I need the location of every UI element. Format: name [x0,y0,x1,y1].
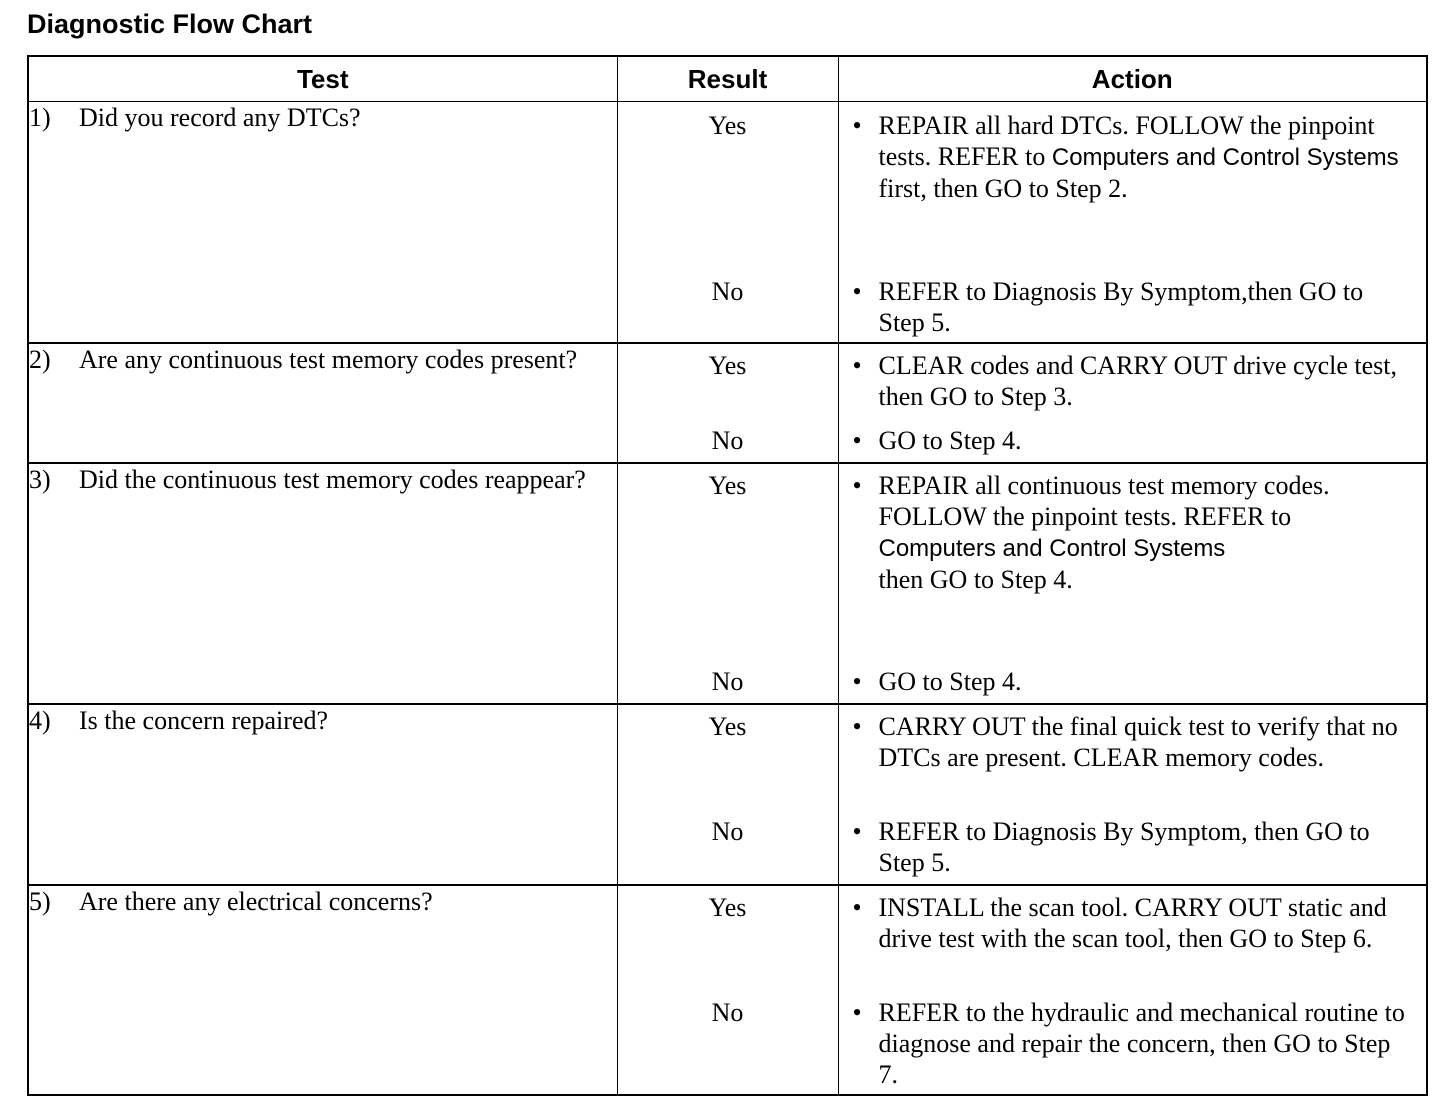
action-text: CARRY OUT the final quick test to verify that no DTCs are present. CLEAR memory codes. [878,711,1398,772]
header-row [28,56,1427,102]
table-row [28,885,1427,1095]
test-cell [28,704,617,885]
action-text: REFER to Diagnosis By Symptom,then GO to Step 5. [878,277,1364,337]
action-cell [838,463,1427,704]
header-test: Test [28,56,617,102]
action-text: GO to Step 4. [878,425,1022,455]
table-row [28,704,1427,885]
action-yes [853,350,1411,412]
action-cell [838,885,1427,1095]
table-row [28,343,1427,463]
action-text: then GO to Step 4. [878,564,1073,594]
test-question: Are there any electrical concerns? [79,886,433,916]
bullet-icon: • [852,711,862,741]
test-question: Is the concern repaired? [79,705,329,735]
action-no [853,666,1411,697]
bullet-icon: • [852,997,862,1027]
test-cell [28,102,617,343]
reference-text: Computers and Control Systems [1051,144,1399,171]
result-yes: Yes [708,111,747,140]
action-yes [853,711,1411,773]
test-cell [28,885,617,1095]
diagnostic-table [27,55,1428,1096]
result-no: No [711,277,744,306]
action-no [853,425,1411,456]
action-text: REFER to the hydraulic and mechanical routine to diagnose and repair the concern, then GO to Step 7. [878,997,1405,1089]
bullet-icon: • [852,470,862,500]
action-text: first, then GO to Step 2. [878,174,1128,203]
result-cell [617,102,838,343]
step-number: 2) [29,344,51,374]
header-result: Result [617,56,838,102]
result-no: No [711,816,744,846]
header-action: Action [838,56,1427,102]
result-no: No [711,425,744,455]
result-no: No [711,997,744,1027]
bullet-icon: • [852,425,862,455]
step-number: 3) [29,464,51,494]
action-text: REPAIR all hard DTCs. FOLLOW the pinpoint tests. REFER to [878,111,1375,171]
action-yes [853,470,1411,595]
test-cell [28,463,617,704]
action-text: GO to Step 4. [878,666,1022,696]
result-no: No [711,666,744,696]
action-yes [853,110,1411,204]
result-yes: Yes [708,892,747,922]
step-number: 1) [29,103,51,132]
action-cell [838,704,1427,885]
action-cell [838,102,1427,343]
action-no [853,276,1411,338]
bullet-icon: • [852,111,862,140]
action-cell [838,343,1427,463]
action-text: CLEAR codes and CARRY OUT drive cycle test, then GO to Step 3. [878,350,1397,411]
result-cell [617,343,838,463]
step-number: 5) [29,886,51,916]
result-cell [617,704,838,885]
table-row [28,102,1427,343]
action-no [853,816,1411,878]
bullet-icon: • [852,350,862,380]
action-no [853,997,1411,1090]
page-title: Diagnostic Flow Chart [27,9,313,39]
step-number: 4) [29,705,51,735]
bullet-icon: • [852,666,862,696]
table-row [28,463,1427,704]
test-question: Did you record any DTCs? [79,103,361,132]
bullet-icon: • [852,816,862,846]
result-yes: Yes [708,470,747,500]
reference-text: Computers and Control Systems [878,534,1226,562]
test-question: Are any continuous test memory codes present? [79,344,578,374]
result-yes: Yes [708,711,747,741]
result-cell [617,463,838,704]
result-yes: Yes [708,350,747,380]
result-cell [617,885,838,1095]
action-text: REPAIR all continuous test memory codes. FOLLOW the pinpoint tests. REFER to [878,470,1330,531]
test-cell [28,343,617,463]
action-text: INSTALL the scan tool. CARRY OUT static and drive test with the scan tool, then GO to Step 6. [878,892,1387,953]
action-text: REFER to Diagnosis By Symptom, then GO to Step 5. [878,816,1370,877]
bullet-icon: • [852,277,862,306]
test-question: Did the continuous test memory codes reappear? [79,464,586,494]
bullet-icon: • [852,892,862,922]
action-yes [853,892,1411,954]
